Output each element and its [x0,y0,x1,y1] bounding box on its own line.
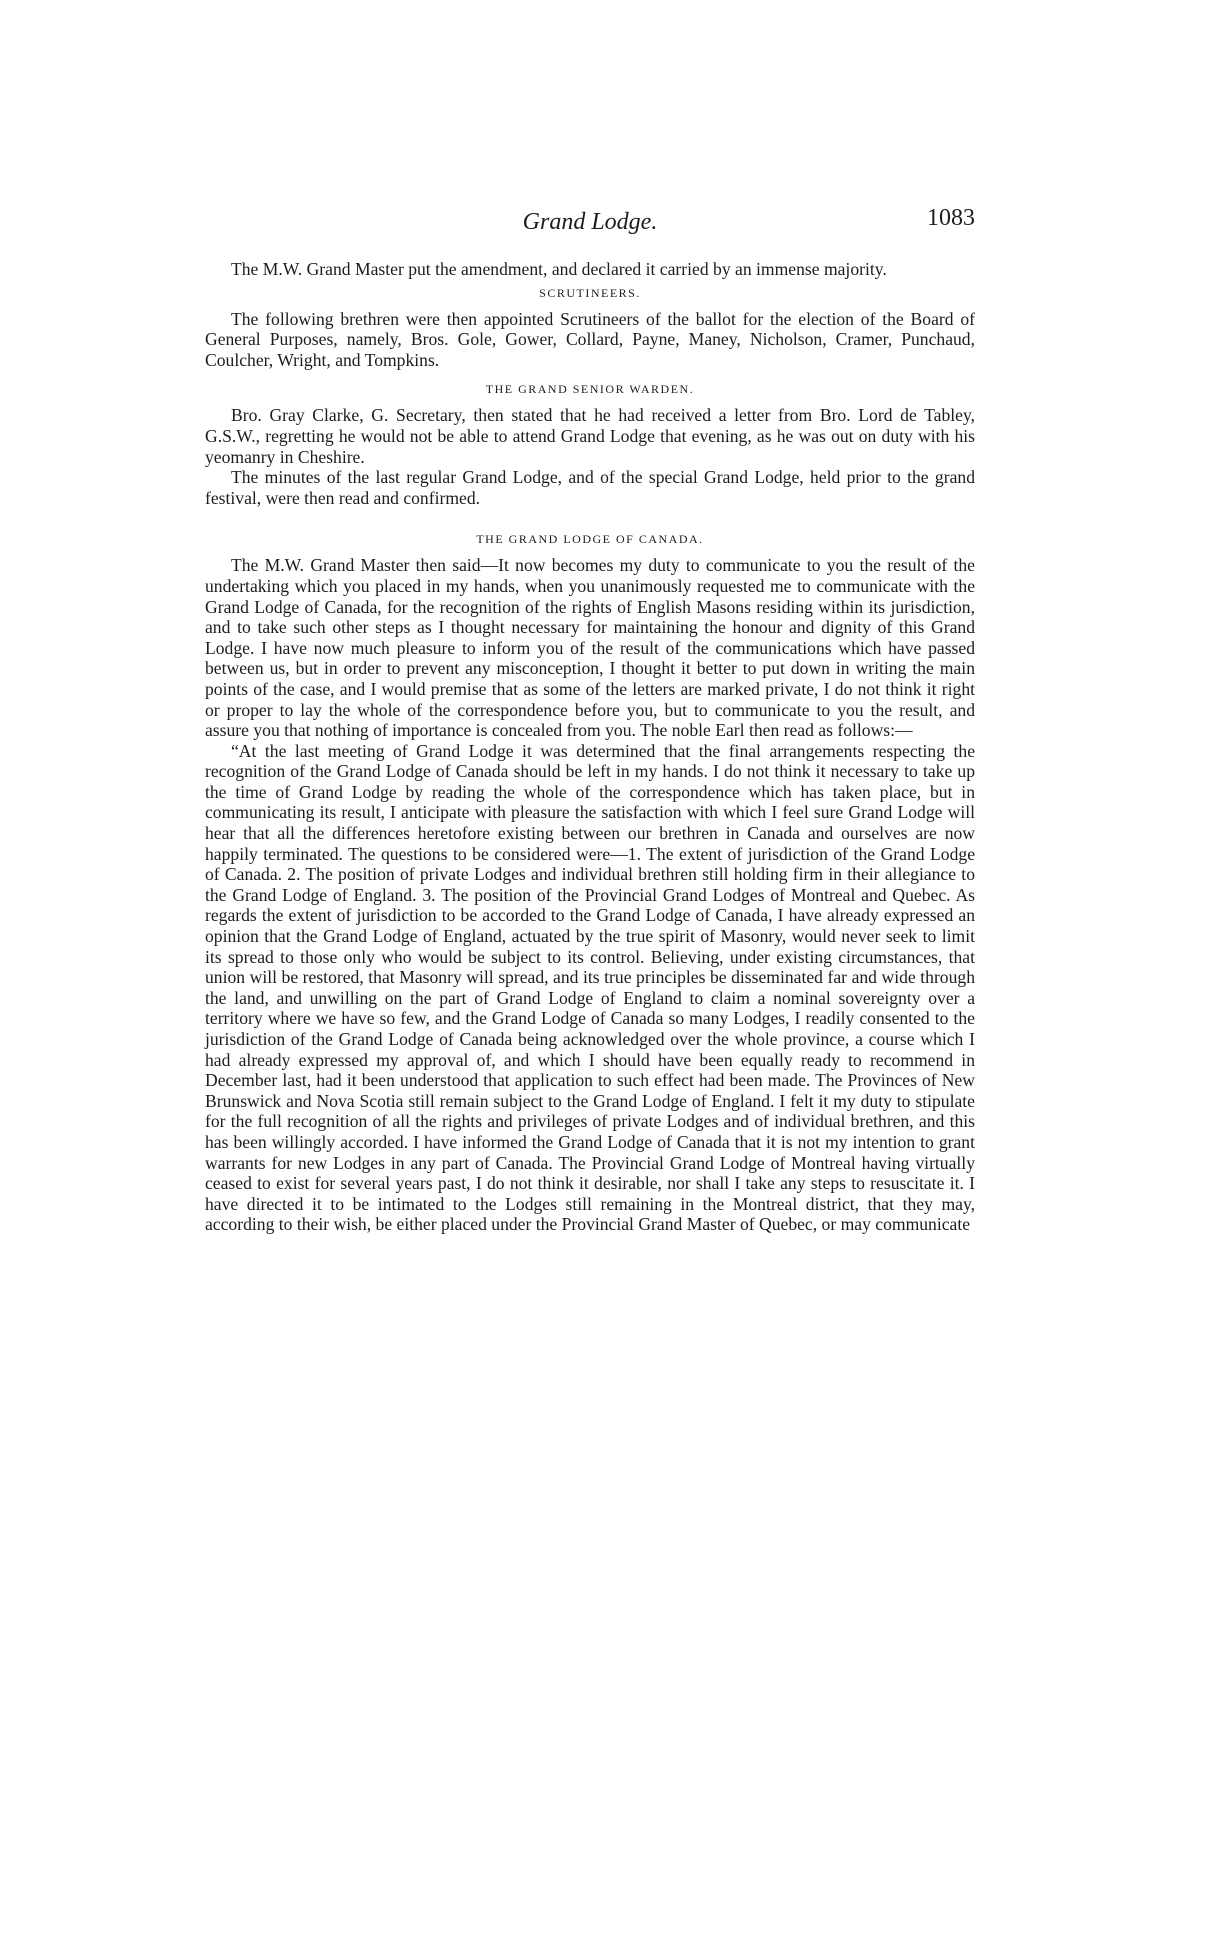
running-title: Grand Lodge. [522,209,658,235]
paragraph-senior-warden: Bro. Gray Clarke, G. Secretary, then stated that he had received a letter from Bro. Lord de Tabley, G.S.W., regretting he would not be able to attend Grand Lodge that evening, as he was out on duty with his yeomanry in Cheshire. [205,405,975,467]
section-heading-scrutineers: SCRUTINEERS. [539,285,641,300]
running-head [205,205,975,245]
paragraph-scrutineers: The following brethren were then appointed Scrutineers of the ballot for the election of the Board of General Purposes, namely, Bros. Gole, Gower, Collard, Payne, Maney, Nicholson, Cramer, Punchaud, Coulcher, Wright, and Tompkins. [205,308,975,370]
page [205,205,975,1235]
page-number: 1083 [927,205,975,231]
section-heading-senior-warden: THE GRAND SENIOR WARDEN. [485,382,695,397]
paragraph-minutes: The minutes of the last regular Grand Lodge, and of the special Grand Lodge, held prior to the grand festival, were then read and confirmed. [205,467,975,508]
section-heading-canada: THE GRAND LODGE OF CANADA. [476,532,704,547]
paragraph-amendment: The M.W. Grand Master put the amendment, and declared it carried by an immense majority. [231,259,887,279]
paragraph-canada-intro: The M.W. Grand Master then said—It now becomes my duty to communicate to you the result of the undertaking which you placed in my hands, when you unanimously requested me to communicate with the Grand Lodge of Canada, for the recognition of the rights of English Masons residing within its jurisdiction, and to take such other steps as I thought necessary for maintaining the honour and dignity of this Grand Lodge. I have now much pleasure to inform you of the result of the communications which have passed between us, but in order to prevent any misconception, I thought it better to put down in writing the main points of the case, and I would premise that as some of the letters are marked private, I do not think it right or proper to lay the whole of the correspondence before you, but to communicate to you the result, and assure you that nothing of importance is concealed from you. The noble Earl then read as follows:— [205,555,975,741]
paragraph-canada-letter: “At the last meeting of Grand Lodge it was determined that the final arrangements respecting the recognition of the Grand Lodge of Canada should be left in my hands. I do not think it necessary to take up the time of Grand Lodge by reading the whole of the correspondence which has taken place, but in communicating its result, I anticipate with pleasure the satisfaction with which I feel sure Grand Lodge will hear that all the differences heretofore existing between our brethren in Canada and ourselves are now happily terminated. The questions to be considered were—1. The extent of jurisdiction of the Grand Lodge of Canada. 2. The position of private Lodges and individual brethren still holding firm in their allegiance to the Grand Lodge of England. 3. The position of the Provincial Grand Lodges of Montreal and Quebec. As regards the extent of jurisdiction to be accorded to the Grand Lodge of Canada, I have already expressed an opinion that the Grand Lodge of England, actuated by the true spirit of Masonry, would never seek to limit its spread to those only who would be subject to its control. Believing, under existing circumstances, that union will be restored, that Masonry will spread, and its true principles be disseminated far and wide through the land, and unwilling on the part of Grand Lodge of England to claim a nominal sovereignty over a territory where we have so few, and the Grand Lodge of Canada so many Lodges, I readily consented to the jurisdiction of the Grand Lodge of Canada being acknowledged over the whole province, a course which I had already expressed my approval of, and which I should have been equally ready to recommend in December last, had it been understood that application to such effect had been made. The Provinces of New Brunswick and Nova Scotia still remain subject to the Grand Lodge of England. I felt it my duty to stipulate for the full recognition of all the rights and privileges of private Lodges and of individual brethren, and this has been willingly accorded. I have informed the Grand Lodge of Canada that it is not my intention to grant warrants for new Lodges in any part of Canada. The Provincial Grand Lodge of Montreal having virtually ceased to exist for several years past, I do not think it desirable, nor shall I take any steps to resuscitate it. I have directed it to be intimated to the Lodges still remaining in the Montreal district, that they may, according to their wish, be either placed under the Provincial Grand Master of Quebec, or may communicate [205,740,975,1235]
